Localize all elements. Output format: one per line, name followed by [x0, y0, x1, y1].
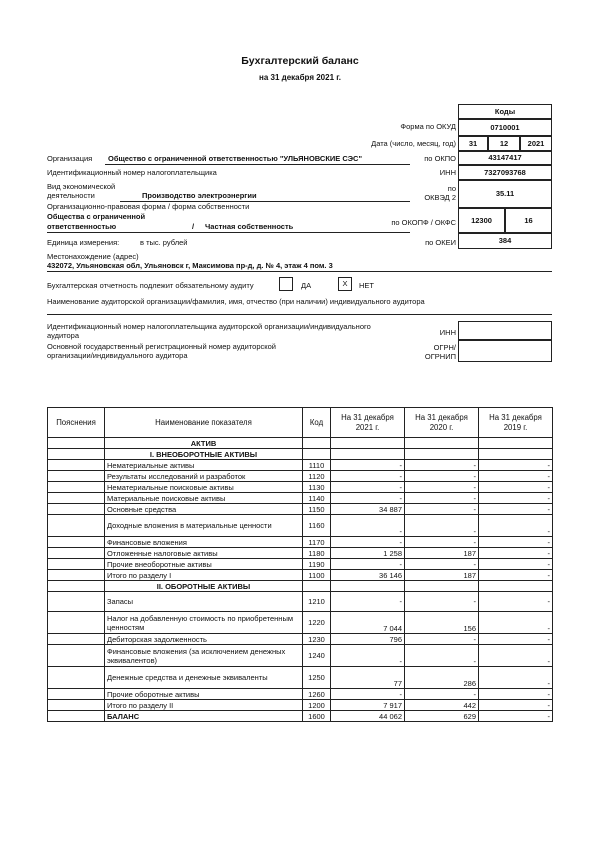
value-2021: 7 917 [331, 700, 405, 711]
notes-cell [48, 460, 105, 471]
row-name: Результаты исследований и разработок [105, 471, 303, 482]
row-name: Нематериальные поисковые активы [105, 482, 303, 493]
row-code: 1110 [303, 460, 331, 471]
okud-value: 0710001 [458, 119, 552, 136]
table-row [48, 689, 553, 700]
value-2021: - [331, 537, 405, 548]
activity-label-2: деятельности [47, 191, 95, 200]
value-2020: - [405, 634, 479, 645]
table-row [48, 711, 553, 722]
okopf-value: 12300 [458, 208, 505, 233]
inn-label: Идентификационный номер налогоплательщика [47, 168, 217, 177]
auditor-inn-label: ИНН [439, 328, 456, 337]
code-cell [303, 581, 331, 592]
notes-cell [48, 548, 105, 559]
inn-value: 7327093768 [458, 165, 552, 180]
row-name: Основные средства [105, 504, 303, 515]
col-name-header: Наименование показателя [105, 408, 303, 438]
okei-label: по ОКЕИ [425, 238, 456, 247]
value-2019: - [479, 482, 553, 493]
table-row [48, 700, 553, 711]
row-name: Отложенные налоговые активы [105, 548, 303, 559]
row-code: 1190 [303, 559, 331, 570]
notes-cell [48, 438, 105, 449]
value-2019: - [479, 700, 553, 711]
okei-value: 384 [458, 233, 552, 249]
section-row [48, 438, 553, 449]
value-2020 [405, 449, 479, 460]
value-2020: - [405, 645, 479, 667]
value-2020: - [405, 482, 479, 493]
auditor-inn-text-1: Идентификационный номер налогоплательщика аудиторской организации/индивидуального [47, 322, 371, 331]
notes-cell [48, 612, 105, 634]
value-2019: - [479, 592, 553, 612]
table-row [48, 515, 553, 537]
row-name: Денежные средства и денежные эквиваленты [105, 667, 303, 689]
value-2021 [331, 449, 405, 460]
value-2021: 1 258 [331, 548, 405, 559]
audit-label: Бухгалтерская отчетность подлежит обязательному аудиту [47, 281, 254, 290]
value-2019: - [479, 689, 553, 700]
value-2020 [405, 581, 479, 592]
auditor-ogrn-text-2: организации/индивидуального аудитора [47, 351, 188, 360]
org-name: Общество с ограниченной ответственностью "УЛЬЯНОВСКИЕ СЭС" [108, 154, 363, 163]
row-name: Итого по разделу II [105, 700, 303, 711]
value-2021: - [331, 515, 405, 537]
notes-cell [48, 449, 105, 460]
auditor-name-label: Наименование аудиторской организации/фамилия, имя, отчество (при наличии) индивидуального аудитора [47, 297, 425, 306]
col-notes-header: Пояснения [48, 408, 105, 438]
value-2021: 77 [331, 667, 405, 689]
audit-no-label: НЕТ [359, 281, 374, 290]
date-label: Дата (число, месяц, год) [371, 139, 456, 148]
section-title: I. ВНЕОБОРОТНЫЕ АКТИВЫ [105, 449, 303, 460]
form-line-1: Общества с ограниченной [47, 212, 146, 221]
value-2020 [405, 438, 479, 449]
value-2019: - [479, 515, 553, 537]
value-2021: 44 062 [331, 711, 405, 722]
row-code: 1600 [303, 711, 331, 722]
value-2019: - [479, 667, 553, 689]
value-2020: 187 [405, 570, 479, 581]
row-code: 1200 [303, 700, 331, 711]
org-label: Организация [47, 154, 93, 163]
value-2019 [479, 449, 553, 460]
okved-label-1: по [447, 184, 456, 193]
table-row [48, 612, 553, 634]
date-day: 31 [458, 136, 488, 151]
okved-label-2: ОКВЭД 2 [424, 193, 456, 202]
value-2019: - [479, 493, 553, 504]
notes-cell [48, 515, 105, 537]
auditor-inn-text-2: аудитора [47, 331, 80, 340]
table-header-row [48, 408, 553, 438]
unit-label: Единица измерения: [47, 238, 120, 247]
notes-cell [48, 634, 105, 645]
address-value: 432072, Ульяновская обл, Ульяновск г, Максимова пр-д, д. № 4, этаж 4 пом. 3 [47, 261, 333, 270]
value-2021: - [331, 460, 405, 471]
value-2020: 286 [405, 667, 479, 689]
value-2021: - [331, 689, 405, 700]
row-name: Финансовые вложения (за исключением денежных эквивалентов) [105, 645, 303, 667]
value-2019: - [479, 645, 553, 667]
value-2020: - [405, 537, 479, 548]
notes-cell [48, 559, 105, 570]
section-title: II. ОБОРОТНЫЕ АКТИВЫ [105, 581, 303, 592]
row-code: 1120 [303, 471, 331, 482]
report-date: на 31 декабря 2021 г. [259, 73, 341, 82]
notes-cell [48, 471, 105, 482]
value-2020: - [405, 592, 479, 612]
code-cell [303, 449, 331, 460]
section-row [48, 581, 553, 592]
row-name: БАЛАНС [105, 711, 303, 722]
notes-cell [48, 689, 105, 700]
notes-cell [48, 700, 105, 711]
table-row [48, 559, 553, 570]
row-name: Запасы [105, 592, 303, 612]
code-cell [303, 438, 331, 449]
date-month: 12 [488, 136, 520, 151]
value-2020: - [405, 515, 479, 537]
unit-value: в тыс. рублей [140, 238, 188, 247]
value-2020: - [405, 460, 479, 471]
value-2019: - [479, 570, 553, 581]
row-name: Налог на добавленную стоимость по приобретенным ценностям [105, 612, 303, 634]
form-separator: / [192, 222, 195, 231]
row-code: 1230 [303, 634, 331, 645]
value-2021: - [331, 482, 405, 493]
okfs-value: 16 [505, 208, 552, 233]
value-2020: - [405, 493, 479, 504]
notes-cell [48, 570, 105, 581]
value-2020: - [405, 689, 479, 700]
row-code: 1210 [303, 592, 331, 612]
value-2021: 7 044 [331, 612, 405, 634]
value-2019: - [479, 504, 553, 515]
value-2021: - [331, 493, 405, 504]
value-2021: - [331, 559, 405, 570]
balance-table [47, 407, 553, 722]
value-2019: - [479, 460, 553, 471]
value-2021: 796 [331, 634, 405, 645]
okopf-label: по ОКОПФ / ОКФС [391, 218, 456, 227]
row-code: 1220 [303, 612, 331, 634]
codes-heading: Коды [458, 104, 552, 119]
value-2019 [479, 438, 553, 449]
table-row [48, 634, 553, 645]
auditor-ogrn-field[interactable] [458, 340, 552, 362]
notes-cell [48, 581, 105, 592]
table-row [48, 667, 553, 689]
value-2019: - [479, 612, 553, 634]
auditor-ogrn-text-1: Основной государственный регистрационный номер аудиторской [47, 342, 276, 351]
ownership-value: Частная собственность [205, 222, 294, 231]
row-name: Дебиторская задолженность [105, 634, 303, 645]
value-2019: - [479, 537, 553, 548]
value-2019: - [479, 548, 553, 559]
value-2021: 34 887 [331, 504, 405, 515]
table-row [48, 504, 553, 515]
row-code: 1130 [303, 482, 331, 493]
row-code: 1180 [303, 548, 331, 559]
table-row [48, 645, 553, 667]
col-2019-header: На 31 декабря 2019 г. [479, 408, 553, 438]
row-name: Прочие оборотные активы [105, 689, 303, 700]
row-code: 1140 [303, 493, 331, 504]
okpo-label: по ОКПО [424, 154, 456, 163]
audit-no-checkbox[interactable]: X [338, 277, 352, 291]
row-name: Финансовые вложения [105, 537, 303, 548]
notes-cell [48, 493, 105, 504]
section-title: АКТИВ [105, 438, 303, 449]
row-name: Доходные вложения в материальные ценности [105, 515, 303, 537]
notes-cell [48, 711, 105, 722]
activity-value: Производство электроэнергии [142, 191, 257, 200]
value-2020: - [405, 504, 479, 515]
value-2020: 156 [405, 612, 479, 634]
value-2020: 187 [405, 548, 479, 559]
notes-cell [48, 592, 105, 612]
row-code: 1100 [303, 570, 331, 581]
table-row [48, 592, 553, 612]
notes-cell [48, 667, 105, 689]
value-2019: - [479, 634, 553, 645]
table-row [48, 471, 553, 482]
address-label: Местонахождение (адрес) [47, 252, 139, 261]
inn-code-label: ИНН [439, 168, 456, 177]
okud-label: Форма по ОКУД [400, 122, 456, 131]
value-2021: - [331, 471, 405, 482]
activity-label-1: Вид экономической [47, 182, 116, 191]
table-row [48, 482, 553, 493]
value-2021: 36 146 [331, 570, 405, 581]
auditor-ogrn-label-1: ОГРН/ [433, 343, 456, 352]
value-2021 [331, 581, 405, 592]
value-2020: 629 [405, 711, 479, 722]
value-2019: - [479, 471, 553, 482]
row-code: 1240 [303, 645, 331, 667]
table-row [48, 460, 553, 471]
value-2019: - [479, 559, 553, 570]
row-code: 1260 [303, 689, 331, 700]
col-2021-header: На 31 декабря 2021 г. [331, 408, 405, 438]
row-name: Итого по разделу I [105, 570, 303, 581]
table-row [48, 548, 553, 559]
notes-cell [48, 504, 105, 515]
section-row [48, 449, 553, 460]
notes-cell [48, 645, 105, 667]
row-code: 1150 [303, 504, 331, 515]
auditor-inn-field[interactable] [458, 321, 552, 340]
value-2020: - [405, 471, 479, 482]
row-name: Прочие внеоборотные активы [105, 559, 303, 570]
okved-value: 35.11 [458, 180, 552, 208]
row-name: Нематериальные активы [105, 460, 303, 471]
auditor-ogrn-label-2: ОГРНИП [424, 352, 456, 361]
value-2020: 442 [405, 700, 479, 711]
okpo-value: 43147417 [458, 151, 552, 165]
row-code: 1250 [303, 667, 331, 689]
table-row [48, 570, 553, 581]
col-2020-header: На 31 декабря 2020 г. [405, 408, 479, 438]
row-code: 1170 [303, 537, 331, 548]
date-year: 2021 [520, 136, 552, 151]
table-row [48, 493, 553, 504]
form-line-2: ответственностью [47, 222, 117, 231]
value-2021: - [331, 592, 405, 612]
notes-cell [48, 482, 105, 493]
value-2019 [479, 581, 553, 592]
page-title: Бухгалтерский баланс [241, 55, 359, 67]
col-code-header: Код [303, 408, 331, 438]
row-name: Материальные поисковые активы [105, 493, 303, 504]
value-2021 [331, 438, 405, 449]
row-code: 1160 [303, 515, 331, 537]
form-label: Организационно-правовая форма / форма собственности [47, 202, 250, 211]
value-2020: - [405, 559, 479, 570]
value-2021: - [331, 645, 405, 667]
audit-yes-checkbox[interactable] [279, 277, 293, 291]
table-row [48, 537, 553, 548]
audit-yes-label: ДА [301, 281, 312, 290]
value-2019: - [479, 711, 553, 722]
notes-cell [48, 537, 105, 548]
